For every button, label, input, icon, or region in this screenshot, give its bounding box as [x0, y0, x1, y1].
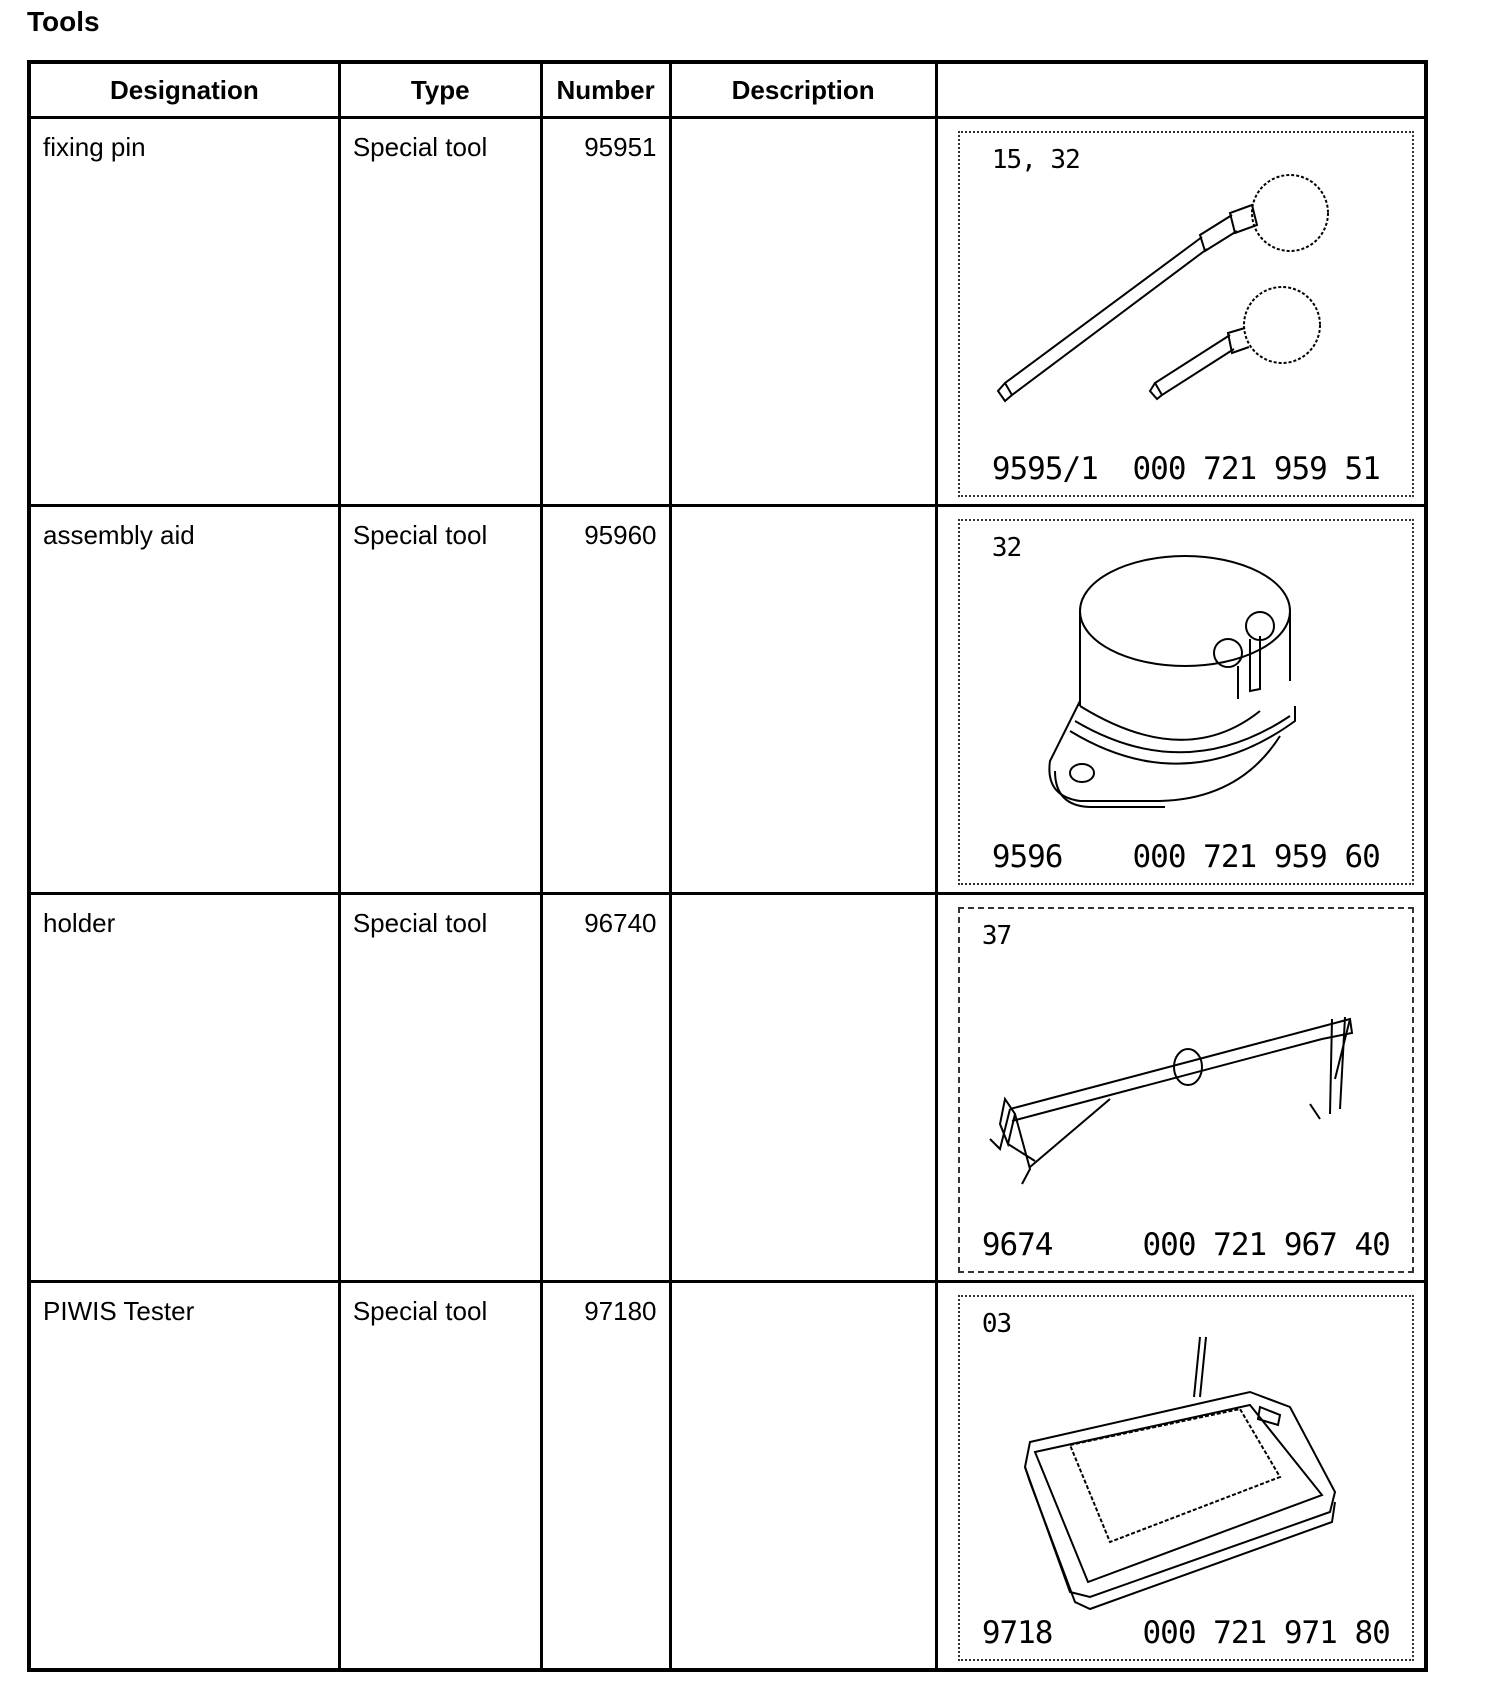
description-cell [672, 507, 935, 520]
illustration-order-number: 000 721 967 40 [1142, 1227, 1390, 1263]
illustration-part-number: 9595/1 [991, 451, 1098, 487]
tool-illustration [958, 907, 1414, 1273]
tool-illustration [958, 519, 1414, 885]
header-type: Type [339, 62, 541, 118]
tool-illustration [958, 1295, 1414, 1661]
number-cell: 95960 [584, 520, 657, 550]
type-cell: Special tool [352, 1296, 488, 1326]
number-cell: 96740 [584, 908, 657, 938]
illustration-part-number: 9596 [991, 839, 1063, 875]
tools-table [27, 60, 1428, 1672]
fixing-pin-drawing-icon [960, 133, 1412, 495]
number-cell: 97180 [584, 1296, 657, 1326]
illustration-order-number: 000 721 959 51 [1132, 451, 1380, 487]
table-row [29, 118, 1426, 506]
table-header-row [29, 62, 1426, 118]
description-cell [672, 1283, 935, 1296]
type-cell: Special tool [352, 132, 488, 162]
number-cell: 95951 [584, 132, 657, 162]
table-row [29, 894, 1426, 1282]
table-row [29, 506, 1426, 894]
type-cell: Special tool [352, 908, 488, 938]
table-row [29, 1282, 1426, 1671]
designation-cell: assembly aid [43, 520, 195, 550]
illustration-tag: 32 [991, 533, 1022, 563]
description-cell [672, 119, 935, 132]
header-number: Number [541, 62, 670, 118]
illustration-part-number: 9674 [981, 1227, 1053, 1263]
page-title: Tools [27, 6, 100, 37]
illustration-order-number: 000 721 959 60 [1132, 839, 1380, 875]
type-cell: Special tool [352, 520, 488, 550]
designation-cell: fixing pin [43, 132, 146, 162]
illustration-tag: 37 [981, 921, 1012, 951]
header-image [936, 62, 1426, 118]
illustration-tag: 15, 32 [991, 145, 1080, 175]
designation-cell: PIWIS Tester [43, 1296, 195, 1326]
header-designation: Designation [29, 62, 339, 118]
piwis-tester-drawing-icon [960, 1297, 1412, 1659]
holder-drawing-icon [960, 909, 1412, 1271]
assembly-aid-drawing-icon [960, 521, 1412, 883]
description-cell [672, 895, 935, 908]
designation-cell: holder [43, 908, 116, 938]
header-description: Description [670, 62, 936, 118]
illustration-part-number: 9718 [981, 1615, 1053, 1651]
illustration-order-number: 000 721 971 80 [1142, 1615, 1390, 1651]
illustration-tag: 03 [981, 1309, 1012, 1339]
tool-illustration [958, 131, 1414, 497]
